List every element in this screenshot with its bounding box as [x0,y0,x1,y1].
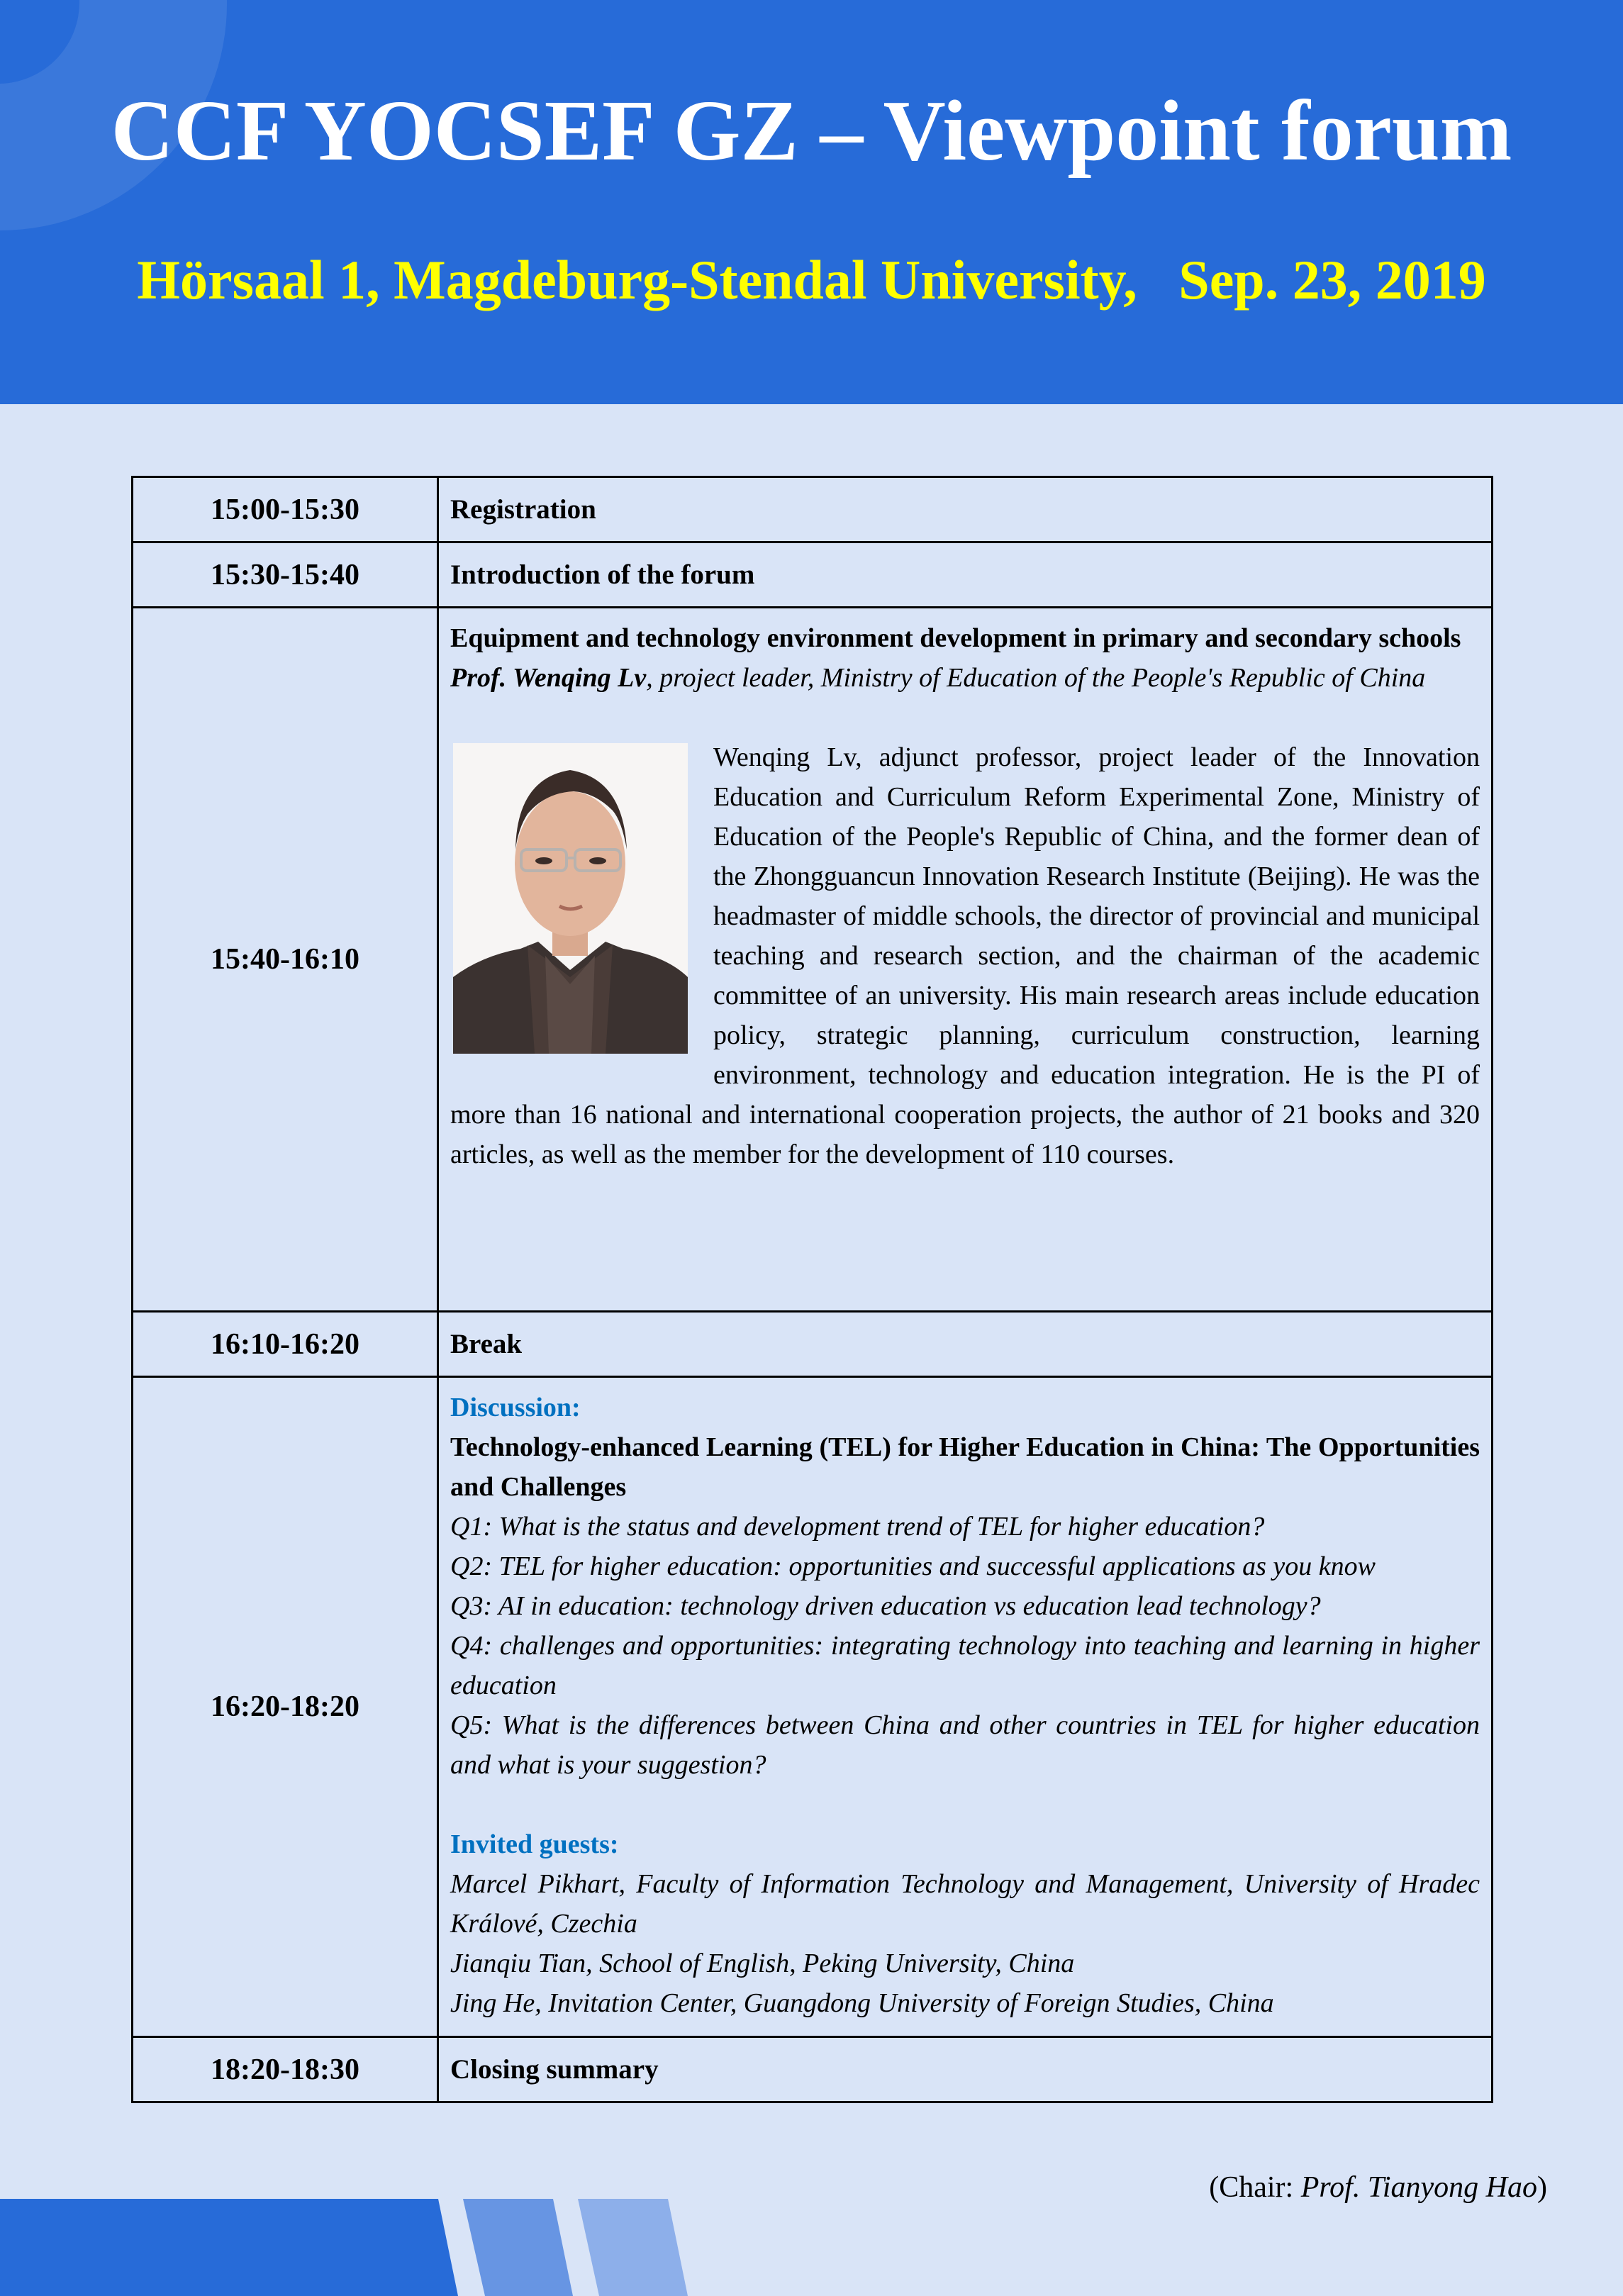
question-item: Q5: What is the differences between China and other countries in TEL for higher education and what is your suggestion? [450,1710,1480,1780]
speaker-bio: Wenqing Lv, adjunct professor, project leader of the Innovation Education and Curriculum Reform Experimental Zone, Ministry of Education of the People's Republic of China, and the former dean of the Zhongguancun Innovation Research Institute (Beijing). He was the headmaster of middle schools, the director of provincial and municipal teaching and research section, and the chairman of the academic committee of an university. His main research areas include education policy, strategic planning, curriculum construction, learning environment, technology and education integration. He is the PI of more than 16 national and international cooperation projects, the author of 21 books and 320 articles, as well as the member for the development of 110 courses. [450,742,1480,1169]
question-item: Q2: TEL for higher education: opportunities and successful applications as you know [450,1551,1376,1581]
agenda-time: 15:00-15:30 [133,477,438,542]
talk-title: Equipment and technology environment development in primary and secondary schools [450,623,1461,653]
agenda-item-title: Introduction of the forum [438,542,1493,608]
guest-item: Marcel Pikhart, Faculty of Information Technology and Management, University of Hradec Králové, Czechia [450,1869,1480,1939]
speaker-line [450,658,1480,698]
footer-block [0,2199,458,2296]
agenda-row [133,1312,1493,1377]
guest-item: Jing He, Invitation Center, Guangdong University of Foreign Studies, China [450,1988,1274,2018]
agenda-row [133,477,1493,542]
spacer [450,1785,1480,1824]
footer-stripe [463,2199,573,2296]
header-banner [0,0,1623,404]
chair-name: Prof. Tianyong Hao [1300,2171,1537,2204]
speaker-photo [453,743,688,1054]
agenda-time: 15:40-16:10 [133,608,438,1312]
discussion-label: Discussion: [450,1393,581,1422]
agenda-time: 15:30-15:40 [133,542,438,608]
agenda-time: 16:10-16:20 [133,1312,438,1377]
footer-decoration [0,2199,709,2296]
question-item: Q3: AI in education: technology driven education vs education lead technology? [450,1591,1321,1621]
discussion-cell [438,1377,1493,2037]
agenda-row-keynote [133,608,1493,1312]
question-item: Q4: challenges and opportunities: integrating technology into teaching and learning in higher education [450,1631,1480,1700]
agenda-item-title: Break [438,1312,1493,1377]
event-venue-date: Hörsaal 1, Magdeburg-Stendal University, Sep. 23, 2019 [137,249,1486,311]
guests-label: Invited guests: [450,1829,619,1859]
question-item: Q1: What is the status and development trend of TEL for higher education? [450,1512,1265,1542]
agenda-table [131,476,1493,2103]
agenda-row [133,2037,1493,2102]
agenda-time: 16:20-18:20 [133,1377,438,2037]
keynote-cell [438,608,1493,1312]
page-title: CCF YOCSEF GZ – Viewpoint forum [111,83,1512,179]
footer-stripe [578,2199,688,2296]
speaker-name: Prof. Wenqing Lv [450,663,647,693]
discussion-title: Technology-enhanced Learning (TEL) for Higher Education in China: The Opportunities and Challenges [450,1432,1480,1502]
chair-suffix: ) [1537,2171,1547,2204]
agenda-item-title: Closing summary [438,2037,1493,2102]
chair-prefix: (Chair: [1209,2171,1301,2204]
agenda-row [133,542,1493,608]
agenda-item-title: Registration [438,477,1493,542]
spacer [450,698,1480,737]
guest-item: Jianqiu Tian, School of English, Peking University, China [450,1949,1075,1978]
agenda-row-discussion [133,1377,1493,2037]
chair-credit [1209,2166,1547,2209]
agenda-time: 18:20-18:30 [133,2037,438,2102]
speaker-affiliation: , project leader, Ministry of Education of the People's Republic of China [646,663,1426,693]
portrait-image [453,743,688,1054]
